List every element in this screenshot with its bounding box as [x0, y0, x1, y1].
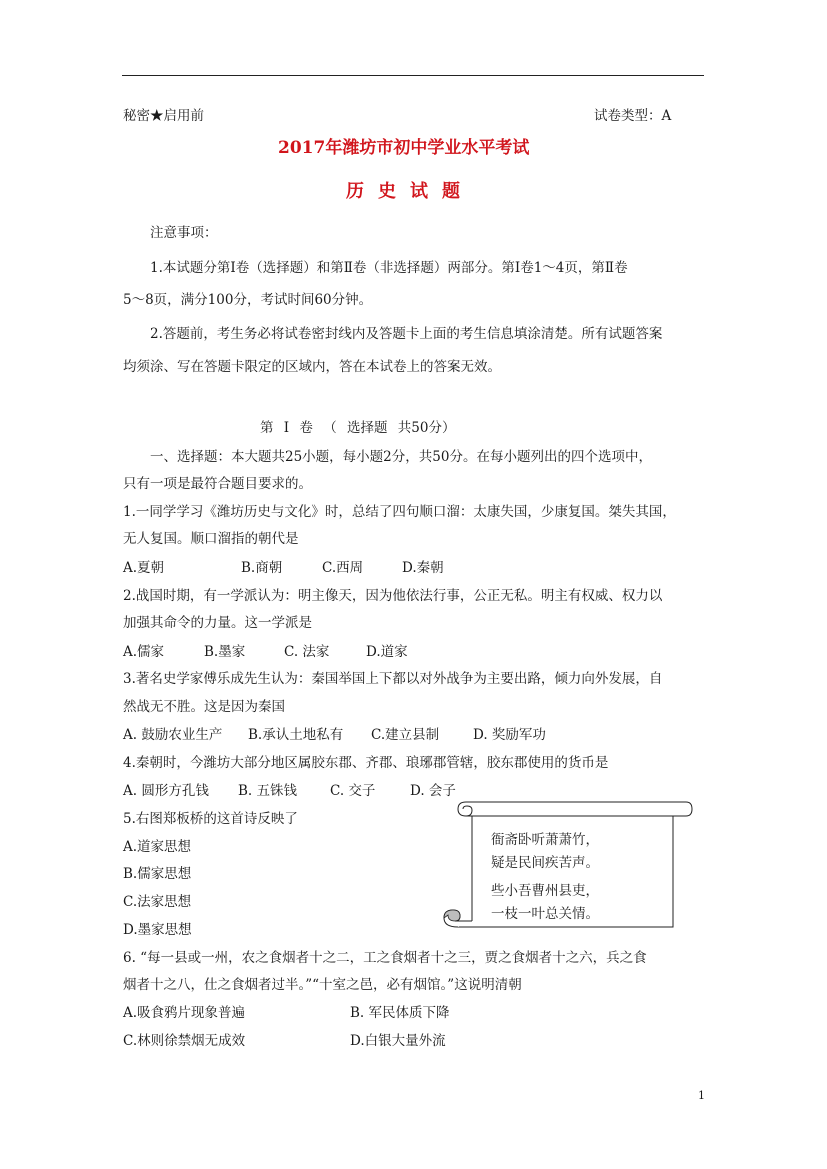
- question-3-line-1: 3.著名史学家傅乐成先生认为：秦国举国上下都以对外战争为主要出路，倾力向外发展，自: [123, 671, 663, 687]
- question-2-line-2: 加强其命令的力量。这一学派是: [123, 615, 312, 631]
- note-1-line-1: 1.本试题分第Ⅰ卷（选择题）和第Ⅱ卷（非选择题）两部分。第Ⅰ卷1～4页，第Ⅱ卷: [150, 260, 628, 276]
- q5-option-b[interactable]: B.儒家思想: [123, 866, 192, 882]
- question-1-line-1: 1.一同学学习《潍坊历史与文化》时，总结了四句顺口溜：太康失国，少康复国。桀失其国，: [123, 504, 676, 520]
- poem-line-2: 疑是民间疾苦声。: [491, 855, 599, 871]
- q1-option-d[interactable]: D.秦朝: [402, 560, 444, 576]
- question-4-line-1: 4.秦朝时，今潍坊大部分地区属胶东郡、齐郡、琅琊郡管辖，胶东郡使用的货币是: [123, 755, 609, 771]
- q2-option-d[interactable]: D.道家: [366, 644, 408, 660]
- q2-option-a[interactable]: A.儒家: [123, 644, 165, 660]
- section-intro-line-1: 一、选择题：本大题共25小题，每小题2分，共50分。在每小题列出的四个选项中，: [150, 449, 652, 465]
- q4-option-b[interactable]: B. 五铢钱: [238, 783, 298, 799]
- q3-option-c[interactable]: C.建立县制: [371, 727, 440, 743]
- q6-option-a[interactable]: A.吸食鸦片现象普遍: [123, 1005, 246, 1021]
- note-1-line-2: 5～8页，满分100分，考试时间60分钟。: [123, 292, 373, 308]
- header-rule: [122, 75, 704, 76]
- notes-heading: 注意事项：: [150, 225, 218, 241]
- q1-option-b[interactable]: B.商朝: [241, 560, 283, 576]
- q2-option-c[interactable]: C. 法家: [284, 644, 330, 660]
- question-3-line-2: 然战无不胜。这是因为秦国: [123, 699, 285, 715]
- q4-option-c[interactable]: C. 交子: [330, 783, 376, 799]
- poem-line-4: 一枝一叶总关情。: [491, 906, 599, 922]
- question-5-line-1: 5.右图郑板桥的这首诗反映了: [123, 811, 298, 827]
- q6-option-c[interactable]: C.林则徐禁烟无成效: [123, 1033, 246, 1049]
- question-6-line-2: 烟者十之八，仕之食烟者过半。”“十室之邑，必有烟馆。”这说明清朝: [123, 977, 522, 993]
- note-2-line-1: 2.答题前，考生务必将试卷密封线内及答题卡上面的考生信息填涂清楚。所有试题答案: [150, 326, 663, 342]
- q6-option-b[interactable]: B. 军民体质下降: [350, 1005, 450, 1021]
- subject-title: 历史试题: [346, 181, 474, 202]
- exam-title: 2017年潍坊市初中学业水平考试: [278, 138, 530, 158]
- section-heading: 第 Ⅰ 卷 （ 选择题 共50分）: [260, 420, 456, 436]
- paper-type-label: 试卷类型：A: [594, 108, 672, 124]
- q5-option-c[interactable]: C.法家思想: [123, 894, 192, 910]
- q3-option-a[interactable]: A. 鼓励农业生产: [123, 727, 223, 743]
- q4-option-d[interactable]: D. 会子: [410, 783, 456, 799]
- q3-option-d[interactable]: D. 奖励军功: [473, 727, 546, 743]
- confidential-label: 秘密★启用前: [123, 108, 204, 124]
- page-number: 1: [698, 1089, 705, 1102]
- note-2-line-2: 均须涂、写在答题卡限定的区域内，答在本试卷上的答案无效。: [123, 359, 501, 375]
- q2-option-b[interactable]: B.墨家: [204, 644, 246, 660]
- q3-option-b[interactable]: B.承认土地私有: [248, 727, 344, 743]
- question-6-line-1: 6. “每一县或一州，农之食烟者十之二，工之食烟者十之三，贾之食烟者十之六，兵之食: [123, 950, 647, 966]
- q1-option-c[interactable]: C.西周: [322, 560, 364, 576]
- poem-line-1: 衙斋卧听萧萧竹，: [491, 832, 599, 848]
- q5-option-a[interactable]: A.道家思想: [123, 839, 192, 855]
- q5-option-d[interactable]: D.墨家思想: [123, 922, 192, 938]
- q1-option-a[interactable]: A.夏朝: [123, 560, 165, 576]
- question-2-line-1: 2.战国时期，有一学派认为：明主像天，因为他依法行事，公正无私。明主有权威、权力以: [123, 588, 663, 604]
- section-intro-line-2: 只有一项是最符合题目要求的。: [123, 476, 312, 492]
- poem-line-3: 些小吾曹州县吏，: [491, 883, 599, 899]
- question-1-line-2: 无人复国。顺口溜指的朝代是: [123, 531, 299, 547]
- q6-option-d[interactable]: D.白银大量外流: [350, 1033, 446, 1049]
- q4-option-a[interactable]: A. 圆形方孔钱: [123, 783, 209, 799]
